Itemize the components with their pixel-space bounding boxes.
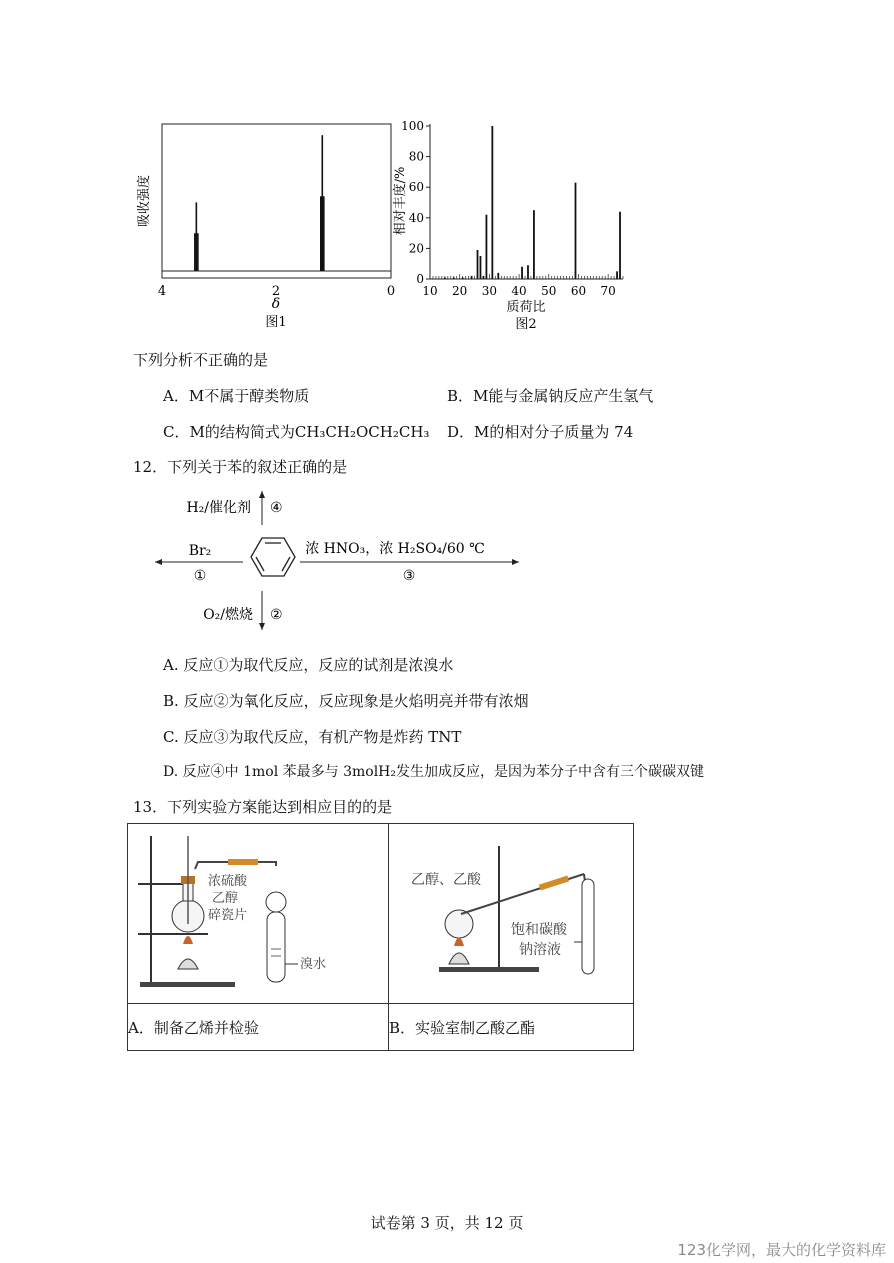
figure2-ylabel: 相对丰度/%: [393, 166, 408, 236]
figure2-ticks: [401, 119, 623, 298]
ms-x-tick-label: 40: [511, 284, 527, 298]
q12-option-b[interactable]: B. 反应②为氧化反应，反应现象是火焰明亮并带有浓烟: [163, 692, 529, 710]
ethyl-acetate-apparatus-illustration: [389, 824, 633, 999]
scheme-left-number: ①: [193, 568, 207, 584]
label-bromine-water: 溴水: [300, 957, 327, 972]
q11-option-b[interactable]: B．M能与金属钠反应产生氢气: [447, 387, 654, 405]
label-saturated-sodium: 饱和碳酸: [511, 922, 567, 938]
scheme-right-number: ③: [402, 568, 416, 584]
ms-y-tick-label: 100: [401, 119, 424, 133]
figure2-caption: 图2: [515, 317, 537, 332]
q11-stem: 下列分析不正确的是: [133, 351, 269, 369]
figure1-xlabel: δ: [271, 296, 281, 312]
benzene-reaction-scheme: [145, 485, 535, 635]
ms-y-tick-label: 0: [416, 272, 424, 286]
figure1-caption: 图1: [265, 315, 287, 330]
figure2-xlabel: 质荷比: [506, 300, 546, 315]
q12-option-c[interactable]: C. 反应③为取代反应，有机产物是炸药 TNT: [163, 728, 462, 746]
ms-x-tick-label: 10: [422, 284, 438, 298]
figure2-mass-spectrum: [390, 116, 635, 336]
q13-stem: 13．下列实验方案能达到相应目的的是: [133, 798, 393, 816]
q12-stem: 12．下列关于苯的叙述正确的是: [133, 458, 348, 476]
q13-cell-b-image: [389, 824, 634, 1004]
scheme-bottom-number: ②: [270, 607, 283, 623]
ms-x-tick-label: 50: [541, 284, 557, 298]
figure2-bars: [445, 126, 620, 279]
page-footer: 试卷第 3 页，共 12 页: [370, 1214, 524, 1232]
figure1-peaks: [195, 135, 324, 271]
q11-option-c[interactable]: C．M的结构简式为CH₃CH₂OCH₂CH₃: [163, 423, 430, 441]
ms-x-tick-label: 70: [600, 284, 616, 298]
figure1-ylabel: 吸收强度: [137, 174, 152, 228]
scheme-right-reagent: 浓 HNO₃，浓 H₂SO₄/60 ℃: [305, 541, 485, 557]
figure1-tick: 0: [386, 284, 396, 299]
figure1-nmr: [130, 118, 405, 333]
q12-option-d[interactable]: D. 反应④中 1mol 苯最多与 3molH₂发生加成反应，是因为苯分子中含有三个碳碳双键: [163, 764, 704, 780]
ms-y-tick-label: 80: [408, 149, 424, 164]
ms-y-tick-label: 60: [408, 180, 424, 195]
scheme-top-number: ④: [270, 500, 283, 516]
q13-table: [127, 823, 634, 1051]
q13-caption-b[interactable]: B．实验室制乙酸乙酯: [389, 1004, 634, 1051]
ms-y-tick-label: 20: [408, 241, 424, 256]
label-conc-sulfuric-acid: 浓硫酸: [208, 874, 248, 889]
benzene-ring-icon: [251, 538, 295, 576]
scheme-left-reagent: Br₂: [188, 543, 212, 559]
figure1-tick: 4: [157, 284, 167, 299]
q13-cell-a-image: [128, 824, 389, 1004]
q11-option-a[interactable]: A．M不属于醇类物质: [163, 387, 310, 405]
label-porcelain-chips: 碎瓷片: [208, 908, 248, 923]
label-carbonate-solution: 钠溶液: [519, 942, 561, 958]
ms-x-tick-label: 30: [481, 284, 498, 298]
ms-y-tick-label: 40: [408, 210, 424, 225]
watermark: 123化学网，最大的化学资料库: [677, 1241, 886, 1259]
ms-x-tick-label: 20: [452, 284, 468, 298]
scheme-top-reagent: H₂/催化剂: [186, 500, 251, 516]
figure1-tick: 2: [271, 284, 281, 299]
q11-option-d[interactable]: D．M的相对分子质量为 74: [447, 423, 634, 441]
label-ethanol: 乙醇: [212, 891, 239, 906]
q12-option-a[interactable]: A. 反应①为取代反应，反应的试剂是浓溴水: [163, 656, 454, 674]
ms-x-tick-label: 60: [570, 284, 587, 298]
ethylene-apparatus-illustration: [128, 824, 388, 999]
label-ethanol-acetic-acid: 乙醇、乙酸: [411, 872, 481, 888]
scheme-bottom-reagent: O₂/燃烧: [203, 607, 253, 623]
q13-caption-a[interactable]: A．制备乙烯并检验: [128, 1004, 389, 1051]
